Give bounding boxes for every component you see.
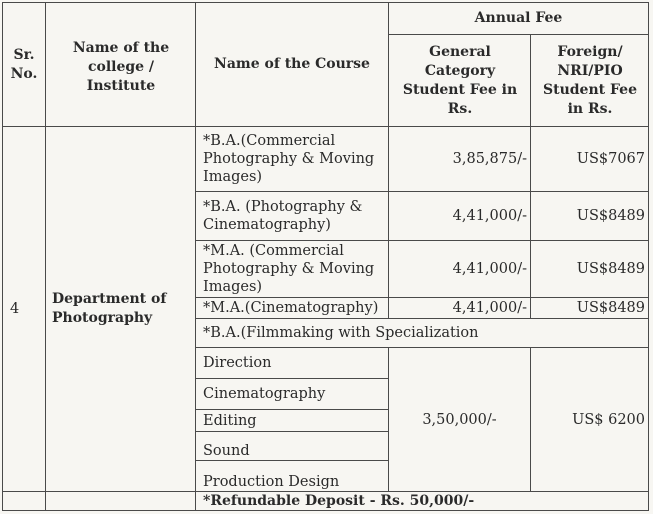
header-general-fee: General Category Student Fee in Rs.: [402, 43, 518, 117]
filmmaking-general-fee: 3,50,000/-: [422, 411, 497, 428]
specialization-editing: Editing: [203, 412, 257, 429]
filmmaking-title: *B.A.(Filmmaking with Specialization: [203, 325, 479, 341]
sr-no-cell: 4: [10, 301, 20, 317]
general-fee-row-3: 4,41,000/-: [452, 261, 527, 277]
college-cell: Department of Photography: [52, 291, 167, 326]
course-row-3: *M.A. (Commercial Photography & Moving Images): [203, 243, 375, 295]
course-row-2: *B.A. (Photography & Cinematography): [203, 199, 363, 233]
specialization-direction: Direction: [203, 355, 272, 371]
header-sr-no: Sr. No.: [10, 46, 38, 82]
refundable-deposit-note: *Refundable Deposit - Rs. 50,000/-: [203, 493, 475, 509]
foreign-fee-row-2: US$8489: [576, 208, 645, 224]
header-college: Name of the college / Institute: [72, 40, 170, 94]
general-fee-row-2: 4,41,000/-: [452, 208, 527, 224]
specialization-cinematography: Cinematography: [203, 386, 326, 402]
specialization-production-design: Production Design: [203, 474, 340, 490]
foreign-fee-row-3: US$8489: [576, 261, 645, 277]
filmmaking-foreign-fee: US$ 6200: [572, 411, 645, 428]
header-foreign-fee: Foreign/ NRI/PIO Student Fee in Rs.: [543, 43, 637, 117]
general-fee-row-1: 3,85,875/-: [452, 151, 527, 167]
course-row-4: *M.A.(Cinematography): [203, 300, 379, 316]
general-fee-row-4: 4,41,000/-: [452, 300, 527, 316]
header-annual-fee: Annual Fee: [474, 10, 563, 26]
foreign-fee-row-1: US$7067: [576, 151, 645, 167]
fee-table: [2, 2, 649, 511]
header-course: Name of the Course: [214, 56, 370, 72]
specialization-sound: Sound: [203, 443, 250, 459]
course-row-1: *B.A.(Commercial Photography & Moving Images): [203, 133, 375, 185]
foreign-fee-row-4: US$8489: [576, 300, 645, 316]
